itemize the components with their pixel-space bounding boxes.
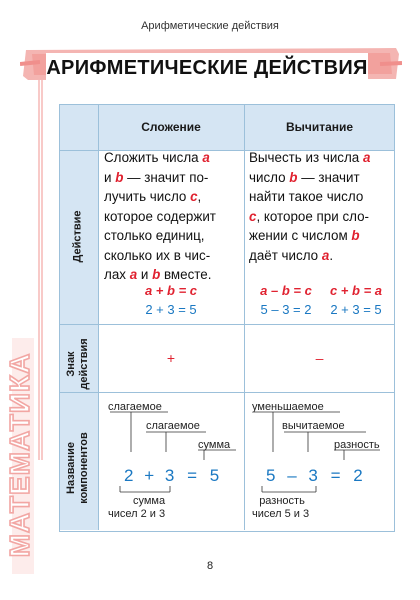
addition-equation: [124, 466, 219, 486]
def-line: сколько их в чис-: [104, 247, 211, 263]
eq-term: 5: [266, 466, 276, 485]
def-line: число b — значит: [249, 169, 360, 185]
def-line: даёт число a.: [249, 247, 334, 263]
subtraction-definition: [249, 148, 395, 265]
check-example: 2 + 3 = 5: [330, 302, 382, 317]
def-line: лучить число c,: [104, 189, 202, 204]
row-label-components: [65, 418, 91, 518]
subtraction-equation: [266, 466, 363, 486]
side-label: МАТЕМАТИКА: [4, 352, 35, 558]
difference-note-detail: чисел 5 и 3: [252, 508, 310, 520]
sum-note-detail: чисел 2 и 3: [108, 508, 166, 520]
def-line: и b — значит по-: [104, 169, 209, 185]
addition-example: 2 + 3 = 5: [145, 302, 197, 317]
addition-definition: [104, 148, 242, 285]
column-header-subtraction: Вычитание: [285, 120, 354, 134]
row-divider: [59, 324, 395, 325]
def-line: Сложить числа a: [104, 150, 210, 165]
def-line: Вычесть из числа a: [249, 150, 371, 165]
check-formula: c + b = a: [329, 283, 383, 298]
def-line: найти такое число: [249, 189, 364, 204]
subtraction-example: 5 – 3 = 2: [260, 302, 312, 317]
addend-2-label: слагаемое: [146, 420, 200, 432]
eq-term: 2: [353, 466, 363, 485]
difference-note: разность: [259, 495, 305, 507]
def-line: которое содержит: [104, 208, 216, 224]
sum-label: сумма: [198, 439, 231, 451]
page-number: 8: [206, 560, 214, 572]
row-label-sign: [65, 314, 91, 414]
eq-term: 2: [124, 466, 134, 485]
addition-formula: a + b = c: [144, 283, 198, 298]
column-header-addition: Сложение: [141, 120, 201, 134]
subtrahend-label: вычитаемое: [282, 420, 345, 432]
subtraction-sign: –: [315, 350, 324, 366]
eq-term: 5: [209, 466, 220, 485]
row-label-sign-text: Знак действия: [65, 338, 90, 390]
left-margin-rules: [38, 80, 44, 460]
difference-label: разность: [334, 439, 380, 451]
def-line: жении с числом b: [249, 228, 360, 243]
page-title: АРИФМЕТИЧЕСКИЕ ДЕЙСТВИЯ: [46, 53, 368, 83]
subtraction-formula: a – b = c: [260, 283, 312, 298]
def-line: c, которое при сло-: [249, 208, 370, 224]
eq-op: =: [187, 466, 198, 485]
row-label-action: Действие: [71, 210, 84, 263]
eq-op: =: [330, 466, 341, 485]
addend-1-label: слагаемое: [108, 401, 162, 413]
def-line: столько единиц,: [104, 228, 205, 243]
eq-term: 3: [164, 466, 175, 485]
eq-op: –: [287, 466, 297, 485]
def-line: лах a и b вместе.: [104, 267, 212, 282]
addition-sign: +: [166, 350, 176, 366]
minuend-label: уменьшаемое: [252, 401, 324, 413]
eq-op: +: [144, 466, 155, 485]
row-label-components-text: Название компонентов: [65, 432, 90, 504]
running-head: Арифметические действия: [141, 20, 279, 32]
sum-note: сумма: [132, 495, 166, 507]
eq-term: 3: [308, 466, 318, 485]
